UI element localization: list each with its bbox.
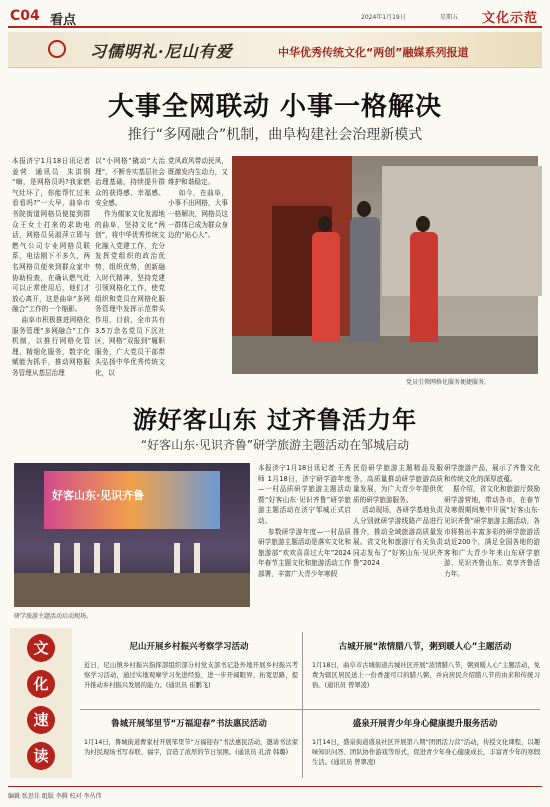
article1-subheadline: 推行“多网融合”机制，曲阜构建社会治理新模式	[127, 127, 423, 143]
brief-text: 1月14日，鲁城街道曹家村开展邹里节“万福迎春”书法惠民活动，邀请书法家为村民现场书写春联、福字，营造了浓厚的节日氛围。(通讯员 孔清 韩璐)	[84, 739, 298, 756]
brief-text: 1月18日，曲阜市古城街道古城社区开展“浓情腊八节，粥到暖人心”主题活动，免费为辖区居民送上一份香甜可口的腊八粥，并向居民介绍腊八节的由来和传统习俗。(通讯员 曾翠凌)	[312, 662, 540, 689]
page-footer: 编辑 张思佳 组版 李腾 校对 李丛伟	[8, 786, 542, 800]
brief-char: 速	[27, 706, 55, 734]
seal-icon	[48, 40, 66, 58]
brief-char: 文	[27, 634, 55, 662]
page-header	[8, 6, 542, 28]
event-screen-text: 好客山东·见识齐鲁	[52, 489, 145, 502]
article1-body-col2: 以“小网格”撬动“大治理”，不断夯实基层社会治理基础，持续提升群众的获得感、幸福感、安全感。 作为儒家文化发源地的曲阜，坚持文化“两创”，将中华优秀传统文化融入党建工作，充分发挥党组织的政治优势，组织优势，创新融入时代精神，坚持党建引领网格化工作，使党组织和党员在网格化服务管理中发挥示范带头作用，目前，全市共有3.5万余名党员下沉社区，网格“双报到”履职服务，广大党员干部带头弘扬中华优秀传统文化，以	[95, 157, 165, 377]
brief-headline: 鲁城开展邹里节“万福迎春”书法惠民活动	[111, 719, 267, 729]
article1-headline: 大事全网联动 小事一格解决	[107, 92, 443, 122]
brief-headline: 古城开展“浓情腊八节，粥到暖人心”主题活动	[338, 642, 512, 652]
brief-headline: 尼山开展乡村振兴考察学习活动	[129, 642, 249, 652]
brief-char: 化	[27, 670, 55, 698]
article2-photo	[14, 463, 250, 607]
brief-text: 近日，尼山镇乡村振兴指挥部组织部分村党支部书记赴外地开展乡村振兴考察学习活动，通过实地观摩学习先进经验，进一步开阔眼界、拓宽思路，提升推动乡村振兴发展的能力。(通讯员 崔鹏飞)	[84, 662, 298, 689]
article1-body-col3: 党风政风带动民风，既激发内生动力，又维护和谐稳定。 如今，在曲阜，小事不出网格，大事一格解决，网格员这一群体已成为群众身边的“贴心人”。	[168, 157, 229, 240]
page-number: C04	[10, 8, 40, 24]
brief-column-label	[10, 628, 72, 778]
issue-date: 2024年1月19日	[361, 14, 406, 21]
article1-photo	[232, 156, 538, 374]
weekday: 星期五	[440, 14, 459, 21]
article1-body-col1: 本报济宁1月18日讯记者 姜营 通讯员 朱洪钢 “嗨，是网格员吗?我家燃气灶坏了，你能帮忙过来看看吗?”一大早，曲阜市书院街道网格员便接到群众王女士打来的求助电话，网格员吴淑萍立即与燃气公司专业网格员联系，电话刚下不多久，两名网格员便来到群众家中协助检查，在确认燃气灶可以正常使用后，他们才放心离开，这是曲阜“多网融合”工作的一个缩影。 曲阜市积极推进网格化服务管理“多网融合”工作机制，以推行网格化管理，精细化服务，数字化赋能为抓手，推动网格服务管理从基层治理	[12, 157, 90, 377]
article2-body-col1: 本报济宁1月18日讯记者 王秀师 1月18日，济宁研学游年度—一村品质研学旅游主题活动暨“好客山东·见识齐鲁”研学旅游主题活动在济宁邹城正式启动。 参数研学游年度—一村品质研学旅游主题活动是落实文化和旅游部“欢欢喜喜过大年”2024年春节主题文化和旅游活动工作部署，丰富广大青少年寒假	[258, 464, 352, 578]
article2-subheadline: “好客山东·见识齐鲁”研学旅游主题活动在邹城启动	[140, 438, 410, 452]
article2-body-col3: 研学旅游产品，展示了齐鲁文化和传统文化的深厚底蕴。 据介绍，省文化和旅游厅鼓励研学游营地，带动各市，在春节及寒假期间集中开展“好客山东·见识齐鲁”研学旅游主题活动，各市将推出丰富多彩的研学旅游活动近200个，满足全国各地的游客和广大青少年来山东研学旅游、见识齐鲁山东、欢享齐鲁活力年。	[444, 464, 540, 578]
series-title: 中华优秀传统文化“两创”融媒系列报道	[278, 46, 469, 59]
calligraphy-title: 习儒明礼·尼山有爱	[90, 42, 233, 61]
column-divider	[302, 632, 303, 778]
brief-text: 1月14日，盛泉街道盛泉社区开展第八期“团团活力营”活动，传授文化课程，以趣味知识问答、团队协作游戏等形式，促进青少年身心健康成长，丰富青少年的寒假生活。(通讯员 曾翠凌)	[312, 739, 540, 766]
article2-body-col2: 民俗研学旅游主题精品及服务，高质量推动研学旅游高质量发展，为广大青少年提供优质的研学旅游服务。 活动现场，各研学基地负责人分别就研学游线路产品进行推介，推动全域旅游高质量发展。省文化和旅游厅有关负责同志发布了“好客山东·见识齐鲁”2024	[353, 464, 443, 568]
brief-headline: 盛泉开展青少年身心健康提升服务活动	[352, 719, 498, 729]
article2-headline: 游好客山东 过齐鲁活力年	[132, 405, 418, 434]
brief-char: 读	[27, 742, 55, 770]
article1-photo-caption: 党员引领网格化服务便捷服务。	[406, 379, 491, 386]
brand-title: 文化示范	[481, 11, 538, 26]
article2-photo-caption: 研学旅游主题活动启动现场。	[14, 613, 93, 620]
series-banner	[8, 32, 542, 68]
section-title: 看点	[50, 13, 77, 28]
row-divider	[80, 709, 540, 710]
